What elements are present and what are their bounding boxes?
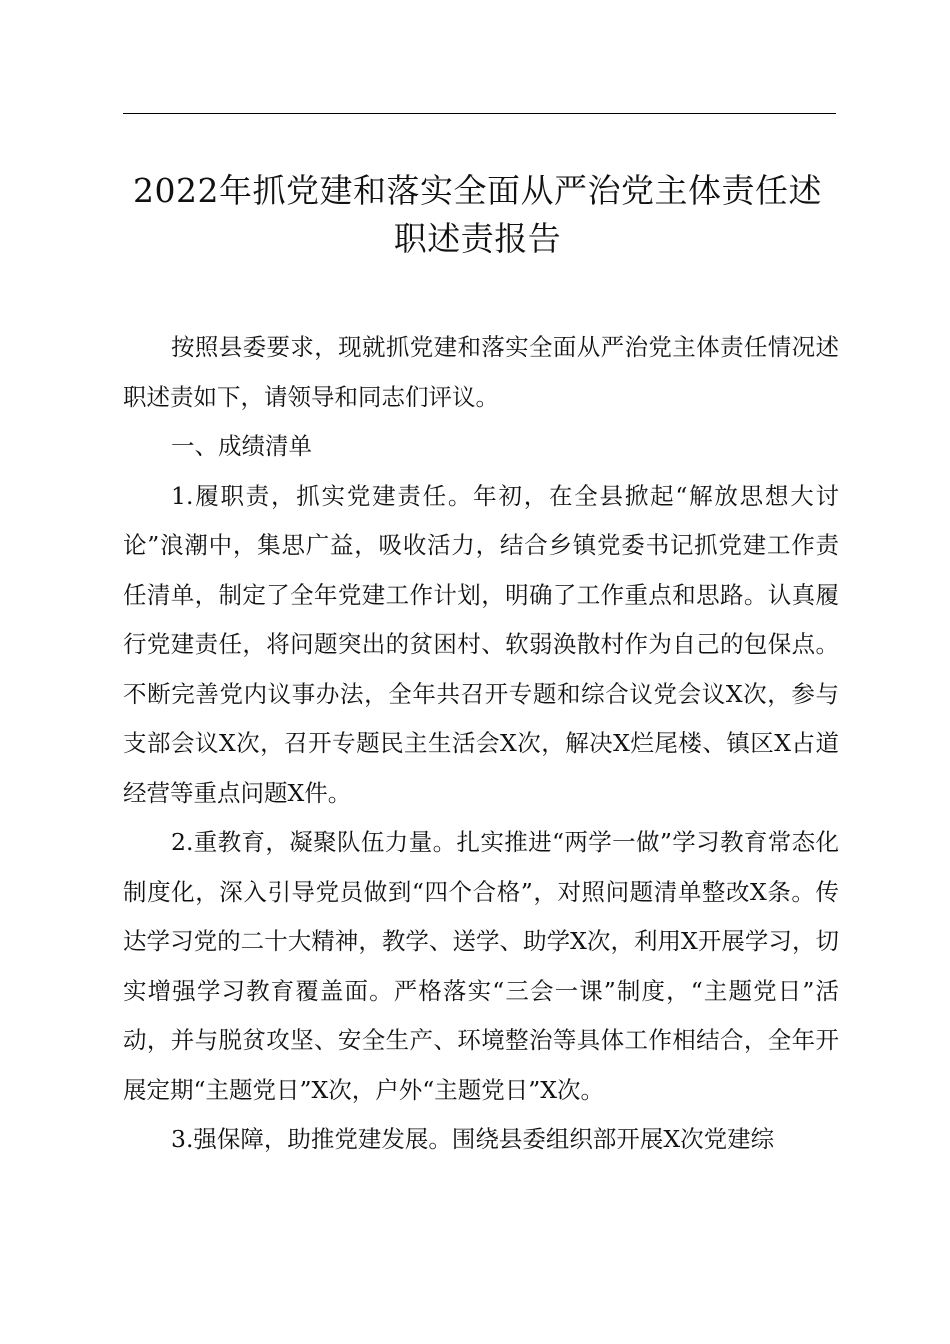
intro-paragraph: 按照县委要求，现就抓党建和落实全面从严治党主体责任情况述职述责如下，请领导和同志们评议。 (123, 333, 839, 411)
paragraph-item-3: 3.强保障，助推党建发展。围绕县委组织部开展X次党建综 (171, 1125, 775, 1153)
document-title (110, 167, 845, 263)
paragraph-item-2: 2.重教育，凝聚队伍力量。扎实推进“两学一做”学习教育常态化制度化，深入引导党员做到“四个合格”，对照问题清单整改X条。传达学习党的二十大精神，教学、送学、助学X次，利用X开展学习，切实增强学习教育覆盖面。严格落实“三会一课”制度，“主题党日”活动，并与脱贫攻坚、安全生产、环境整治等具体工作相结合，全年开展定期“主题党日”X次，户外“主题党日”X次。 (123, 828, 839, 1104)
section-heading: 一、成绩清单 (171, 432, 312, 460)
header-rule (123, 113, 836, 114)
title-line-1: 2022年抓党建和落实全面从严治党主体责任述 (133, 171, 822, 210)
title-line-2: 职述责报告 (393, 219, 562, 258)
document-body (123, 323, 839, 1165)
paragraph-item-1: 1.履职责，抓实党建责任。年初，在全县掀起“解放思想大讨论”浪潮中，集思广益，吸收活力，结合乡镇党委书记抓党建工作责任清单，制定了全年党建工作计划，明确了工作重点和思路。认真履行党建责任，将问题突出的贫困村、软弱涣散村作为自己的包保点。不断完善党内议事办法，全年共召开专题和综合议党会议X次，参与支部会议X次，召开专题民主生活会X次，解决X烂尾楼、镇区X占道经营等重点问题X件。 (123, 481, 839, 807)
